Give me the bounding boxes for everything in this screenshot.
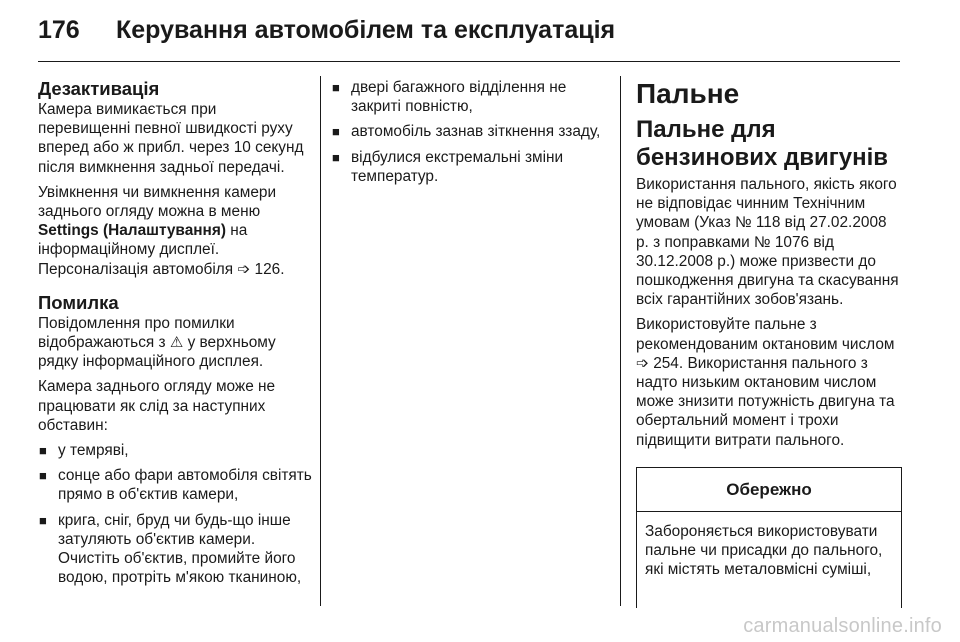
deactivation-heading: Дезактивація	[38, 78, 160, 99]
list-item: ■ сонце або фари автомобіля світять прямо в об'єктив камери,	[38, 466, 312, 504]
caution-body: Забороняється використовувати пальне чи присадки до пального, які містять металовмісні суміші,	[645, 523, 883, 579]
page-header	[38, 16, 615, 45]
text-segment: Повідомлення про помилки відображаються з	[38, 314, 235, 352]
column-3	[636, 78, 902, 456]
list-item: ■ крига, сніг, бруд чи будь-що інше затуляють об'єктив камери. Очистіть об'єктив, промийте його водою, протріть м'якою тканиною,	[38, 511, 312, 588]
text-segment: у верхньому рядку інформаційного дисплея.	[38, 334, 276, 371]
watermark: carmanualsonline.info	[743, 615, 942, 637]
conditions-list-continued	[331, 78, 606, 186]
column-divider-1	[320, 76, 321, 606]
caution-title: Обережно	[637, 468, 901, 512]
text-segment: Персоналізація автомобіля	[38, 260, 234, 278]
fuel-paragraph-2	[636, 315, 902, 449]
page-reference[interactable]: 126.	[254, 260, 285, 278]
error-heading: Помилка	[38, 291, 119, 313]
settings-menu-label: Settings (Налаштування)	[38, 222, 226, 240]
page-title: Керування автомобілем та експлуатація	[116, 16, 616, 44]
list-item: ■ у темряві,	[38, 441, 312, 460]
column-divider-2	[620, 76, 621, 606]
warning-triangle-icon: ⚠	[169, 334, 184, 352]
text-segment: Використовуйте пальне з рекомендованим октановим числом	[636, 316, 895, 353]
petrol-fuel-heading: Пальне для бензинових двигунів	[636, 116, 889, 171]
column-2	[331, 78, 606, 192]
text-segment: Увімкнення чи вимкнення камери заднього огляду можна в меню	[38, 183, 277, 221]
page-number: 176	[38, 16, 80, 44]
error-paragraph-1	[38, 314, 312, 372]
fuel-paragraph-1: Використання пального, якість якого не відповідає чинним Технічним умовам (Указ № 118 від 27.02.2008 р. з поправками № 1076 від 30.12.2008 р.) може призвести до пошкодження двигуна та скасування всіх гарантійних зобов'язань.	[636, 176, 899, 309]
page-reference[interactable]: 254.	[653, 354, 684, 372]
list-item: ■ автомобіль зазнав зіткнення ззаду,	[331, 122, 606, 141]
reference-arrow-icon: ➩	[237, 260, 251, 278]
deactivation-paragraph-1: Камера вимикається при перевищенні певної швидкості руху вперед або ж прибл. через 10 секунд після вимкнення задньої передачі.	[38, 101, 304, 176]
caution-box	[636, 467, 902, 608]
deactivation-paragraph-2	[38, 183, 312, 279]
reference-arrow-icon: ➩	[636, 354, 649, 372]
conditions-list	[38, 441, 312, 587]
list-item: ■ відбулися екстремальні зміни температур.	[331, 148, 606, 186]
error-paragraph-2: Камера заднього огляду може не працювати як слід за наступних обставин:	[38, 378, 276, 434]
column-1	[38, 78, 312, 593]
fuel-heading: Пальне	[636, 78, 740, 109]
text-segment: на інформаційному дисплеї.	[38, 222, 248, 259]
header-rule	[38, 61, 900, 62]
list-item: ■ двері багажного відділення не закриті повністю,	[331, 78, 606, 116]
text-segment: Використання пального з надто низьким октановим числом може знизити потужність двигуна та обертальний момент і трохи підвищити витрати пального.	[636, 354, 895, 449]
